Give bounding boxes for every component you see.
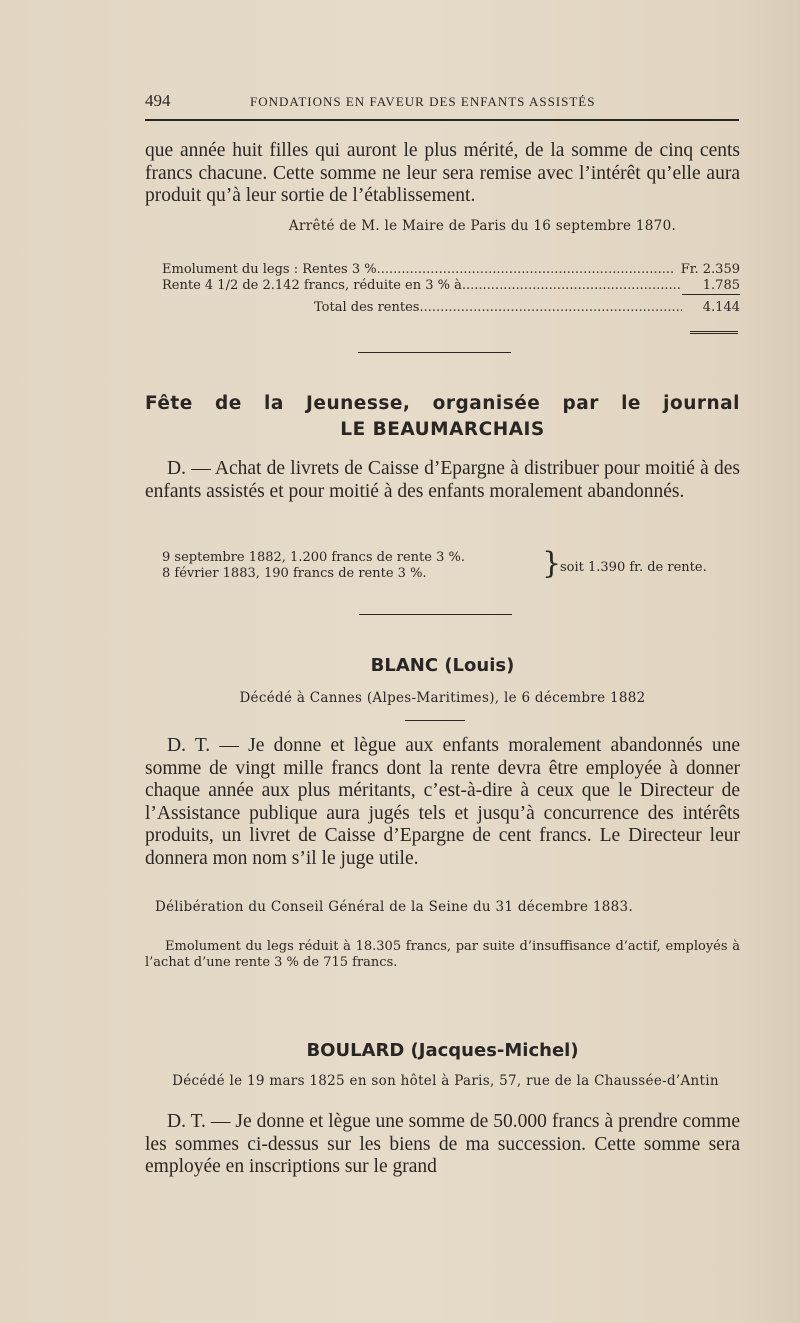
- page-number: 494: [145, 91, 171, 110]
- intro-emolument-table: [162, 262, 740, 316]
- leader-dots: [377, 262, 675, 278]
- boulard-paragraph: D. T. — Je donne et lègue une somme de 50.000 francs à prendre comme les sommes ci-dessus sur les biens de ma succession. Cette somme sera employée en inscriptions sur le grand: [145, 1111, 740, 1177]
- total-double-rule: [690, 331, 738, 334]
- section-separator: [359, 614, 512, 615]
- fete-paragraph: D. — Achat de livrets de Caisse d’Epargne à distribuer pour moitié à des enfants assistés et pour moitié à des enfants moralement abandonnés.: [145, 458, 740, 502]
- row-label: Emolument du legs : Rentes 3 %: [162, 262, 377, 277]
- total-label: Total des rentes: [314, 300, 420, 315]
- emolument-row: [162, 262, 740, 278]
- blanc-name: BLANC (Louis): [370, 655, 515, 676]
- section-separator: [358, 352, 511, 353]
- rente-line: 9 septembre 1882, 1.200 francs de rente 3 %.: [162, 550, 465, 565]
- running-head: [145, 91, 739, 115]
- blanc-subtitle: Décédé à Cannes (Alpes-Maritimes), le 6 décembre 1882: [239, 690, 646, 706]
- blanc-paragraph: D. T. — Je donne et lègue aux enfants moralement abandonnés une somme de vingt mille francs dont la rente devra être employée à donner chaque année aux plus méritants, c’est-à-dire à ceux que le Directeur de l’Assistance publique aura jugés tels et jusqu’à concurrence des intérêts produits, un livret de Caisse d’Epargne de cent francs. Le Directeur leur donnera mon nom s’il le juge utile.: [145, 735, 740, 869]
- total-amount: 4.144: [702, 300, 740, 315]
- blanc-source: Délibération du Conseil Général de la Seine du 31 décembre 1883.: [155, 899, 634, 915]
- boulard-subtitle: Décédé le 19 mars 1825 en son hôtel à Paris, 57, rue de la Chaussée-d’Antin: [172, 1073, 719, 1089]
- fete-heading: Fête de la Jeunesse, organisée par le journal: [145, 393, 740, 414]
- blanc-note: Emolument du legs réduit à 18.305 francs, par suite d’insuffisance d’actif, employés à l’achat d’une rente 3 % de 715 francs.: [145, 939, 740, 970]
- header-rule: [145, 119, 739, 121]
- row-amount: 1.785: [682, 278, 740, 295]
- fete-rente-lines: [162, 546, 740, 586]
- fete-heading-journal: LE BEAUMARCHAIS: [340, 419, 545, 440]
- rente-line: 8 février 1883, 190 francs de rente 3 %.: [162, 566, 427, 581]
- boulard-name: BOULARD (Jacques-Michel): [306, 1040, 579, 1061]
- emolument-row: [162, 278, 740, 295]
- leader-dots: [419, 300, 682, 316]
- intro-paragraph: que année huit filles qui auront le plus mérité, de la somme de cinq cents francs chacune. Cette somme ne leur sera remise avec l’intérêt qu’elle aura produit qu’à leur sortie de l’établissement.: [145, 140, 740, 206]
- intro-source: Arrêté de M. le Maire de Paris du 16 septembre 1870.: [288, 218, 677, 234]
- running-title: FONDATIONS EN FAVEUR DES ENFANTS ASSISTÉS: [250, 94, 596, 109]
- total-row: [162, 300, 740, 316]
- brace-glyph: }: [542, 546, 562, 581]
- leader-dots: [462, 278, 682, 294]
- row-amount: Fr. 2.359: [680, 262, 740, 277]
- brace-note: soit 1.390 fr. de rente.: [560, 560, 707, 575]
- short-rule: [405, 720, 465, 721]
- row-label: Rente 4 1/2 de 2.142 francs, réduite en 3 % à: [162, 278, 462, 293]
